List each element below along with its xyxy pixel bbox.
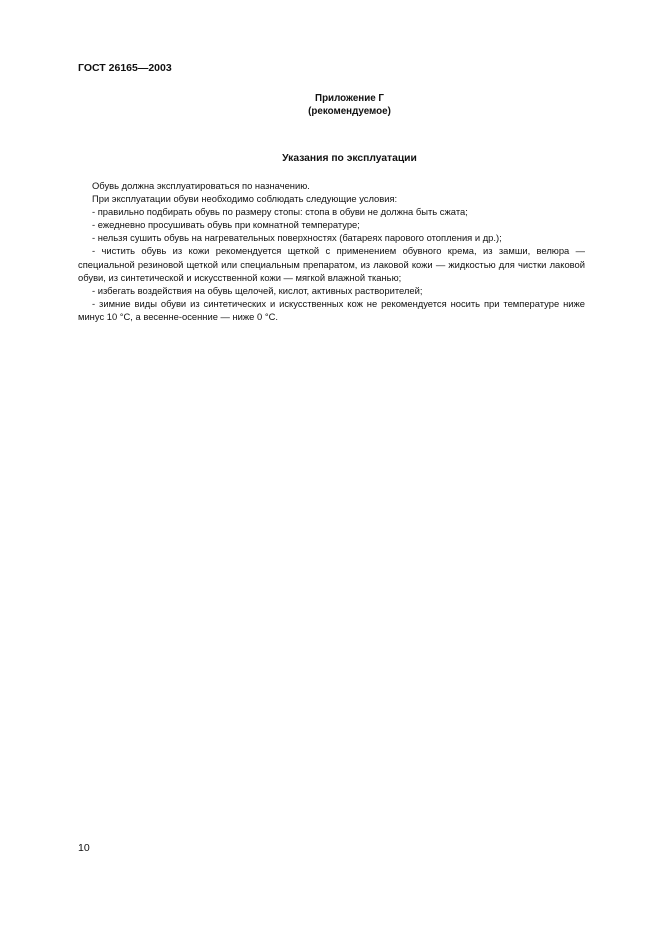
list-item: - правильно подбирать обувь по размеру стопы: стопа в обуви не должна быть сжата; (92, 206, 468, 218)
list-item: - нельзя сушить обувь на нагревательных поверхностях (батареях парового отопления и др.); (92, 232, 502, 244)
list-item: - чистить обувь из кожи рекомендуется щеткой с применением обувного крема, из замши, велюра — специальной резиновой щеткой или специальным препаратом, из лаковой кожи — жидкостью для чистки лаковой обуви, из синтетической и искусственной кожи — мягкой влажной тканью; (78, 245, 585, 283)
appendix-status: (рекомендуемое) (308, 106, 391, 117)
list-item: - избегать воздействия на обувь щелочей, кислот, активных растворителей; (92, 284, 423, 296)
paragraph: При эксплуатации обуви необходимо соблюдать следующие условия: (92, 193, 398, 205)
body-text (78, 179, 585, 323)
list-item: - ежедневно просушивать обувь при комнатной температуре; (92, 219, 360, 231)
document-header: ГОСТ 26165—2003 (78, 62, 172, 74)
appendix-label: Приложение Г (315, 93, 384, 104)
page-number: 10 (78, 842, 90, 854)
section-title: Указания по эксплуатации (282, 153, 417, 164)
appendix-heading (0, 92, 661, 118)
list-item: - зимние виды обуви из синтетических и искусственных кож не рекомендуется носить при температуре ниже минус 10 °С, а весенне-осенние — ниже 0 °С. (78, 297, 585, 322)
paragraph: Обувь должна эксплуатироваться по назначению. (92, 180, 310, 191)
